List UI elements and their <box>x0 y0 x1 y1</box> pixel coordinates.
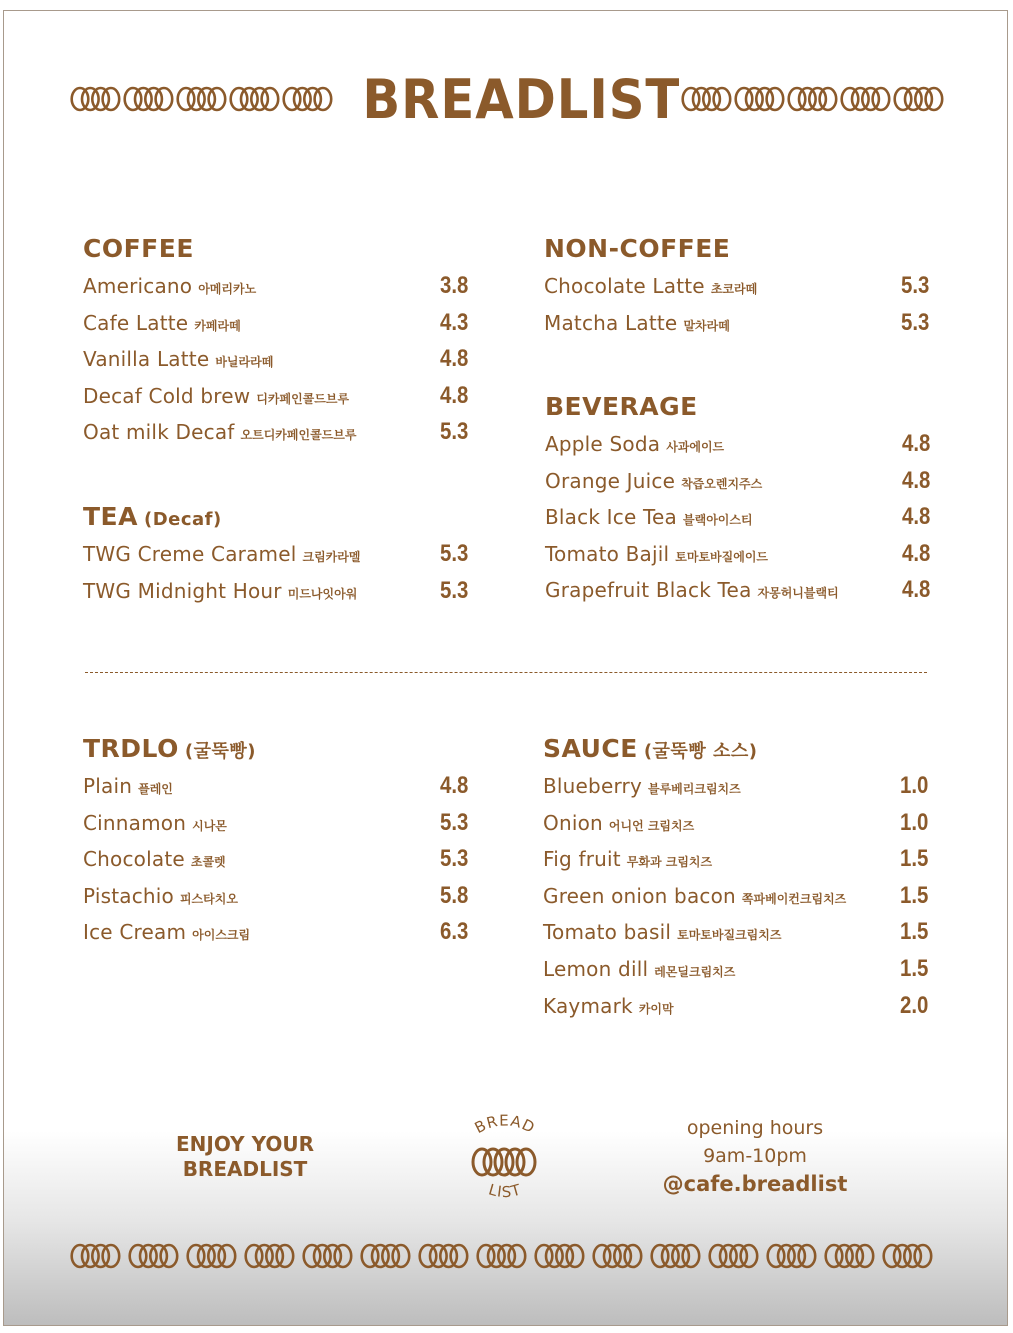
item-korean-name: 아메리카노 <box>198 282 257 296</box>
item-name: Chocolate <box>83 847 185 872</box>
svg-text:LIST <box>486 1180 523 1201</box>
item-price: 5.3 <box>900 272 929 299</box>
item-price: 4.3 <box>439 308 468 336</box>
item-korean-name: 무화과 크림치즈 <box>626 855 713 870</box>
logo-top-text: BREAD <box>471 1111 539 1138</box>
item-price: 4.8 <box>901 466 930 494</box>
item-korean-name: 바닐라라떼 <box>215 355 274 370</box>
item-price: 1.0 <box>899 772 928 799</box>
menu-item[interactable] <box>543 992 928 1029</box>
item-name: Cinnamon <box>83 810 187 835</box>
menu-item[interactable] <box>83 809 468 846</box>
trdlo-ring-icon <box>229 86 280 112</box>
trdlo-ring-icon <box>734 86 785 112</box>
section-title-text: COFFEE <box>83 234 194 263</box>
menu-title: BREADLIST <box>362 68 681 131</box>
item-name: Matcha Latte <box>544 310 678 335</box>
item-korean-name: 블루베리크림치즈 <box>648 782 741 796</box>
section-subtitle: (굴뚝빵 소스) <box>643 741 758 762</box>
item-name: Blueberry <box>543 774 642 798</box>
trdlo-ring-icon <box>186 1243 237 1269</box>
item-price: 5.3 <box>439 845 468 873</box>
trdlo-ring-icon <box>282 86 333 112</box>
item-name: Grapefruit Black Tea <box>545 578 752 603</box>
item-price: 5.3 <box>439 808 468 836</box>
menu-item[interactable] <box>83 345 468 382</box>
item-price: 1.5 <box>899 881 928 909</box>
section-title <box>83 502 468 534</box>
section-title-text: TRDLO <box>83 734 179 763</box>
trdlo-ring-icon <box>766 1243 817 1269</box>
trdlo-ring-icon <box>708 1243 759 1269</box>
enjoy-slogan <box>150 1132 340 1182</box>
trdlo-ring-icon <box>128 1243 179 1269</box>
menu-item[interactable] <box>543 882 928 919</box>
item-name: Apple Soda <box>545 432 661 456</box>
item-name: Vanilla Latte <box>83 347 210 372</box>
item-korean-name: 토마토바질에이드 <box>675 549 769 564</box>
item-korean-name: 초콜렛 <box>190 855 226 870</box>
breadlist-logo <box>462 1108 548 1208</box>
item-korean-name: 사과에이드 <box>666 440 725 454</box>
trdlo-ring-icon <box>70 1243 121 1269</box>
section-title-text: SAUCE <box>543 734 638 763</box>
item-korean-name: 미드나잇아워 <box>287 586 358 601</box>
section-title <box>543 734 928 766</box>
item-name: Oat milk Decaf <box>83 420 235 445</box>
section-coffee <box>83 234 468 455</box>
menu-item[interactable] <box>83 418 468 455</box>
trdlo-ring-icon <box>360 1243 411 1269</box>
menu-item[interactable] <box>83 918 468 955</box>
item-price: 4.8 <box>439 345 468 373</box>
item-price: 4.8 <box>901 539 930 567</box>
item-name: TWG Midnight Hour <box>83 578 282 603</box>
menu-item[interactable] <box>544 272 929 309</box>
trdlo-ring-icon <box>592 1243 643 1269</box>
item-name: Orange Juice <box>545 468 676 493</box>
menu-item[interactable] <box>83 272 468 309</box>
item-name: TWG Creme Caramel <box>83 542 297 566</box>
item-price: 5.8 <box>439 881 468 909</box>
item-name: Onion <box>543 810 603 835</box>
item-korean-name: 레몬딜크림치즈 <box>654 964 736 979</box>
section-sauce <box>543 734 928 1028</box>
enjoy-line-2: BREADLIST <box>182 1157 308 1181</box>
item-price: 5.3 <box>439 576 468 604</box>
item-name: Ice Cream <box>83 920 187 945</box>
item-korean-name: 말차라떼 <box>683 318 730 333</box>
menu-item[interactable] <box>543 809 928 846</box>
item-korean-name: 피스타치오 <box>179 891 238 906</box>
section-title-text: BEVERAGE <box>545 392 698 421</box>
item-price: 4.8 <box>901 430 930 457</box>
section-title <box>83 234 468 266</box>
item-name: Plain <box>83 774 133 798</box>
item-name: Black Ice Tea <box>545 505 678 530</box>
menu-item[interactable] <box>545 540 930 577</box>
menu-item[interactable] <box>545 467 930 504</box>
section-subtitle: (Decaf) <box>143 509 222 530</box>
item-name: Americano <box>83 274 193 298</box>
item-name: Chocolate Latte <box>544 274 705 298</box>
trdlo-ring-icon <box>534 1243 585 1269</box>
menu-item[interactable] <box>545 430 930 467</box>
section-title-text: TEA <box>83 502 138 531</box>
logo-bottom-text: LIST <box>486 1180 524 1202</box>
item-price: 4.8 <box>901 576 930 604</box>
item-name: Green onion bacon <box>543 883 736 908</box>
menu-item[interactable] <box>545 503 930 540</box>
trdlo-ring-icon <box>418 1243 469 1269</box>
trdlo-rings-decoration-right <box>681 86 944 112</box>
item-price: 1.0 <box>899 808 928 836</box>
item-price: 5.3 <box>439 418 468 446</box>
svg-text:BREAD <box>472 1111 538 1137</box>
menu-item[interactable] <box>83 772 468 809</box>
item-name: Pistachio <box>83 883 174 908</box>
item-korean-name: 카페라떼 <box>194 318 241 333</box>
trdlo-ring-icon <box>650 1243 701 1269</box>
item-korean-name: 토마토바질크림치즈 <box>677 928 782 943</box>
trdlo-ring-icon <box>476 1243 527 1269</box>
trdlo-ring-icon <box>882 1243 933 1269</box>
trdlo-ring-icon <box>840 86 891 112</box>
item-price: 4.8 <box>439 772 468 799</box>
menu-item[interactable] <box>543 918 928 955</box>
section-non-coffee <box>544 234 929 345</box>
menu-item[interactable] <box>543 955 928 992</box>
menu-item[interactable] <box>83 577 468 614</box>
item-name: Cafe Latte <box>83 310 189 335</box>
trdlo-ring-icon <box>893 86 944 112</box>
section-title-text: NON-COFFEE <box>544 234 731 263</box>
trdlo-ring-icon <box>123 86 174 112</box>
item-price: 4.8 <box>439 381 468 409</box>
item-price: 4.8 <box>901 503 930 531</box>
section-title <box>544 234 929 266</box>
item-name: Decaf Cold brew <box>83 383 251 408</box>
section-title <box>545 392 930 424</box>
trdlo-ring-icon <box>302 1243 353 1269</box>
item-price: 6.3 <box>439 918 468 946</box>
section-beverage <box>545 392 930 613</box>
menu-item[interactable] <box>83 845 468 882</box>
item-price: 3.8 <box>439 272 468 299</box>
section-tea <box>83 502 468 613</box>
item-name: Tomato Bajil <box>545 541 670 566</box>
item-korean-name: 시나몬 <box>192 818 227 833</box>
item-price: 5.3 <box>900 308 929 336</box>
instagram-handle[interactable]: @cafe.breadlist <box>662 1172 848 1196</box>
item-price: 5.3 <box>439 540 468 567</box>
item-price: 1.5 <box>899 845 928 873</box>
trdlo-ring-icon <box>244 1243 295 1269</box>
item-korean-name: 초코라떼 <box>710 282 758 296</box>
menu-item[interactable] <box>543 845 928 882</box>
item-korean-name: 자몽허니블랙티 <box>757 586 839 601</box>
item-korean-name: 아이스크림 <box>192 928 251 943</box>
trdlo-ring-icon <box>70 86 121 112</box>
trdlo-ring-icon <box>176 86 227 112</box>
item-name: Lemon dill <box>543 956 649 981</box>
item-korean-name: 크림카라멜 <box>302 550 361 564</box>
item-korean-name: 착즙오렌지주스 <box>681 476 763 491</box>
item-korean-name: 디카페인콜드브루 <box>256 391 350 406</box>
trdlo-ring-icon <box>787 86 838 112</box>
enjoy-line-1: ENJOY YOUR <box>176 1132 314 1156</box>
menu-item[interactable] <box>83 309 468 346</box>
item-name: Fig fruit <box>543 847 621 872</box>
item-korean-name: 오트디카페인콜드브루 <box>240 428 357 443</box>
item-price: 1.5 <box>899 954 928 982</box>
menu-item[interactable] <box>544 309 929 346</box>
trdlo-ring-icon <box>824 1243 875 1269</box>
item-korean-name: 쪽파베이컨크림치즈 <box>741 891 847 906</box>
item-name: Tomato basil <box>543 920 672 945</box>
item-korean-name: 플레인 <box>138 782 173 796</box>
section-title <box>83 734 468 766</box>
item-price: 2.0 <box>899 991 928 1019</box>
opening-hours-label: opening hours <box>686 1117 824 1139</box>
trdlo-rings-icon <box>473 1149 535 1175</box>
menu-item[interactable] <box>543 772 928 809</box>
menu-item[interactable] <box>83 882 468 919</box>
opening-hours: 9am-10pm <box>703 1145 807 1167</box>
section-trdlo <box>83 734 468 955</box>
item-korean-name: 카이막 <box>638 1001 674 1016</box>
menu-item[interactable] <box>83 540 468 577</box>
item-name: Kaymark <box>543 993 633 1018</box>
item-korean-name: 어니언 크림치즈 <box>608 818 695 833</box>
menu-item[interactable] <box>83 382 468 419</box>
item-price: 1.5 <box>899 918 928 946</box>
trdlo-rings-decoration-left <box>70 86 333 112</box>
item-korean-name: 블랙아이스티 <box>683 513 753 528</box>
dashed-divider <box>85 672 927 673</box>
section-subtitle: (굴뚝빵) <box>184 741 256 762</box>
menu-item[interactable] <box>545 576 930 613</box>
opening-info <box>640 1114 870 1198</box>
trdlo-rings-decoration-bottom <box>70 1243 933 1269</box>
trdlo-ring-icon <box>681 86 732 112</box>
